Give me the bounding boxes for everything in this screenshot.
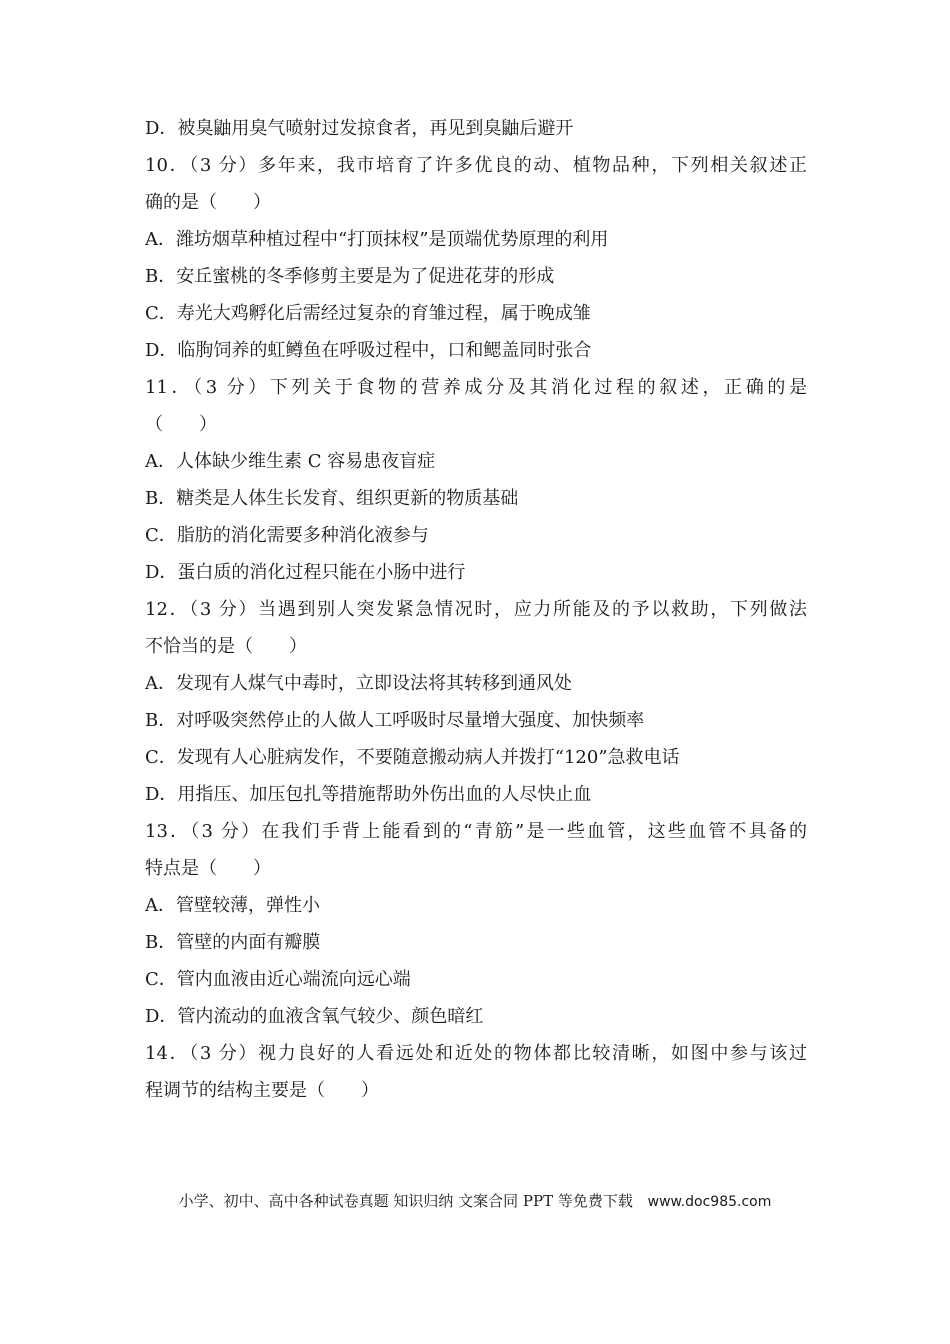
option-line: B．安丘蜜桃的冬季修剪主要是为了促进花芽的形成 <box>145 266 555 287</box>
option-line: C．发现有人心脏病发作，不要随意搬动病人并拨打“120”急救电话 <box>145 747 680 768</box>
option-line: D．被臭鼬用臭气喷射过发掠食者，再见到臭鼬后避开 <box>145 118 574 139</box>
option-line: D．管内流动的血液含氧气较少、颜色暗红 <box>145 1006 484 1027</box>
question-stem-line: 不恰当的是（ ） <box>145 636 307 657</box>
footer-url: www.doc985.com <box>647 1194 772 1210</box>
footer-text: 小学、初中、高中各种试卷真题 知识归纳 文案合同 PPT 等免费下载 <box>178 1192 633 1210</box>
option-line: B．糖类是人体生长发育、组织更新的物质基础 <box>145 488 519 509</box>
option-line: D．用指压、加压包扎等措施帮助外伤出血的人尽快止血 <box>145 784 592 805</box>
option-line: B．对呼吸突然停止的人做人工呼吸时尽量增大强度、加快频率 <box>145 710 645 731</box>
question-stem-line: （ ） <box>145 414 217 435</box>
page-footer <box>0 1190 950 1211</box>
question-content <box>145 110 807 1109</box>
option-line: C．寿光大鸡孵化后需经过复杂的育雏过程，属于晚成雏 <box>145 303 591 324</box>
option-line: C．脂肪的消化需要多种消化液参与 <box>145 525 429 546</box>
option-line: C．管内血液由近心端流向远心端 <box>145 969 411 990</box>
option-line: D．蛋白质的消化过程只能在小肠中进行 <box>145 562 466 583</box>
option-line: A．潍坊烟草种植过程中“打顶抹杈”是顶端优势原理的利用 <box>145 229 609 250</box>
option-line: B．管壁的内面有瓣膜 <box>145 932 321 953</box>
option-line: A．管壁较薄，弹性小 <box>145 895 320 916</box>
question-stem-line: 10．（3 分）多年来，我市培育了许多优良的动、植物品种，下列相关叙述正 <box>145 155 807 176</box>
question-stem-line: 13．（3 分）在我们手背上能看到的“青筋”是一些血管，这些血管不具备的 <box>145 821 807 842</box>
question-stem-line: 特点是（ ） <box>145 858 271 879</box>
question-stem-line: 12．（3 分）当遇到别人突发紧急情况时，应力所能及的予以救助，下列做法 <box>145 599 807 620</box>
option-line: A．人体缺少维生素 C 容易患夜盲症 <box>145 451 436 472</box>
question-stem-line: 14．（3 分）视力良好的人看远处和近处的物体都比较清晰，如图中参与该过 <box>145 1043 807 1064</box>
question-stem-line: 11．（3 分）下列关于食物的营养成分及其消化过程的叙述，正确的是 <box>145 377 807 398</box>
option-line: A．发现有人煤气中毒时，立即设法将其转移到通风处 <box>145 673 572 694</box>
option-line: D．临朐饲养的虹鳟鱼在呼吸过程中，口和鳃盖同时张合 <box>145 340 592 361</box>
question-stem-line: 程调节的结构主要是（ ） <box>145 1080 379 1101</box>
question-stem-line: 确的是（ ） <box>145 192 271 213</box>
